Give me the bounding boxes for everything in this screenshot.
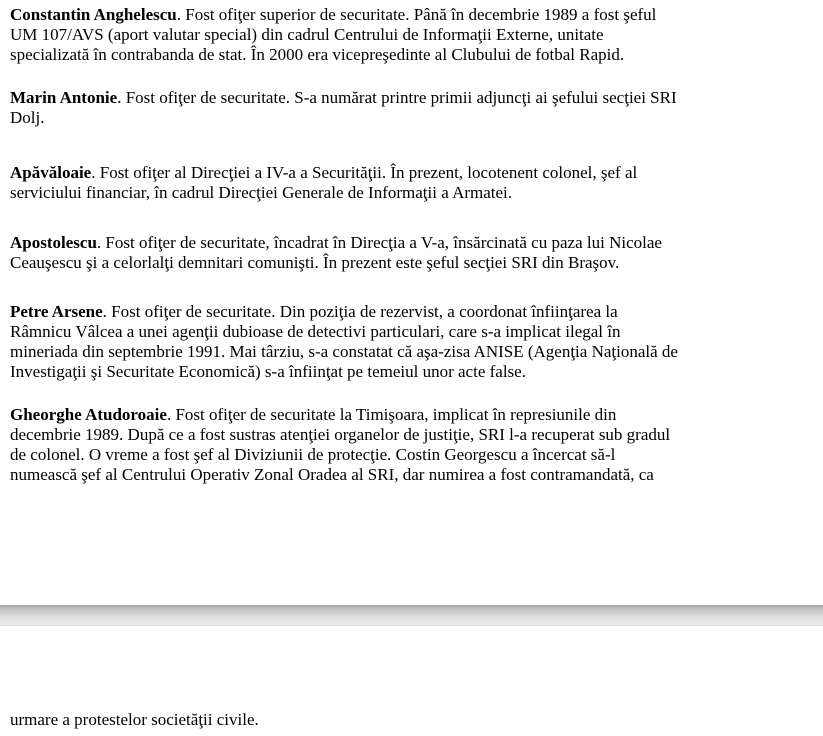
text-line xyxy=(10,405,817,425)
text-line: specializată în contrabanda de stat. În 2000 era vicepreşedinte al Clubului de fotbal Rapid. xyxy=(10,45,625,64)
paragraph-text: . Fost ofiţer al Direcţiei a IV-a a Securităţii. În prezent, locotenent colonel, şef al xyxy=(91,163,638,182)
text-line: numească şef al Centrului Operativ Zonal Oradea al SRI, dar numirea a fost contramandată, ca xyxy=(10,465,654,484)
paragraph-apostolescu xyxy=(10,233,817,273)
person-name: Apăvăloaie xyxy=(10,163,92,182)
text-line: Investigaţii şi Securitate Economică) s-a înfiinţat pe temeiul unor acte false. xyxy=(10,362,526,381)
text-line: Dolj. xyxy=(10,108,45,127)
text-line: mineriada din septembrie 1991. Mai târziu, s-a constatat că aşa-zisa ANISE (Agenţia Naţională de xyxy=(10,342,678,361)
person-name: Constantin Anghelescu xyxy=(10,5,177,24)
paragraph-text: . Fost ofiţer de securitate, încadrat în Direcţia a V-a, însărcinată cu paza lui Nicolae xyxy=(96,233,662,252)
paragraph-text: . Fost ofiţer superior de securitate. Până în decembrie 1989 a fost şeful xyxy=(176,5,657,24)
text-line: serviciului financiar, în cadrul Direcţiei Generale de Informaţii a Armatei. xyxy=(10,183,513,202)
paragraph-text: . Fost ofiţer de securitate. S-a numărat printre primii adjuncţi ai şefului secţiei SRI xyxy=(117,88,677,107)
text-line: decembrie 1989. După ce a fost sustras atenţiei organelor de justiţie, SRI l-a recuperat sub gradul xyxy=(10,425,671,444)
person-name: Marin Antonie xyxy=(10,88,118,107)
paragraph-anghelescu xyxy=(10,5,817,65)
paragraph-arsene xyxy=(10,302,817,382)
text-line: urmare a protestelor societăţii civile. xyxy=(10,710,259,729)
person-name: Apostolescu xyxy=(10,233,97,252)
text-line: Ceauşescu şi a celorlalţi demnitari comunişti. În prezent este şeful secţiei SRI din Braşov. xyxy=(10,253,620,272)
paragraph-apavaloaie xyxy=(10,163,817,203)
paragraph-continuation xyxy=(10,710,817,730)
text-line xyxy=(10,163,817,183)
text-line xyxy=(10,5,817,25)
text-line xyxy=(10,233,817,253)
text-line xyxy=(10,302,817,322)
text-line: Râmnicu Vâlcea a unei agenţii dubioase de detectivi particulari, care s-a implicat ilegal în xyxy=(10,322,621,341)
text-line xyxy=(10,88,817,108)
person-name: Petre Arsene xyxy=(10,302,103,321)
person-name: Gheorghe Atudoroaie xyxy=(10,405,167,424)
paragraph-atudoroaie xyxy=(10,405,817,485)
page-break-separator xyxy=(0,605,823,626)
paragraph-text: . Fost ofiţer de securitate la Timişoara, implicat în represiunile din xyxy=(166,405,617,424)
paragraph-text: . Fost ofiţer de securitate. Din poziţia de rezervist, a coordonat înfiinţarea la xyxy=(102,302,618,321)
paragraph-antonie xyxy=(10,88,817,128)
text-line: UM 107/AVS (aport valutar special) din cadrul Centrului de Informaţii Externe, unitate xyxy=(10,25,604,44)
text-line: de colonel. O vreme a fost şef al Diviziunii de protecţie. Costin Georgescu a încercat să-l xyxy=(10,445,616,464)
